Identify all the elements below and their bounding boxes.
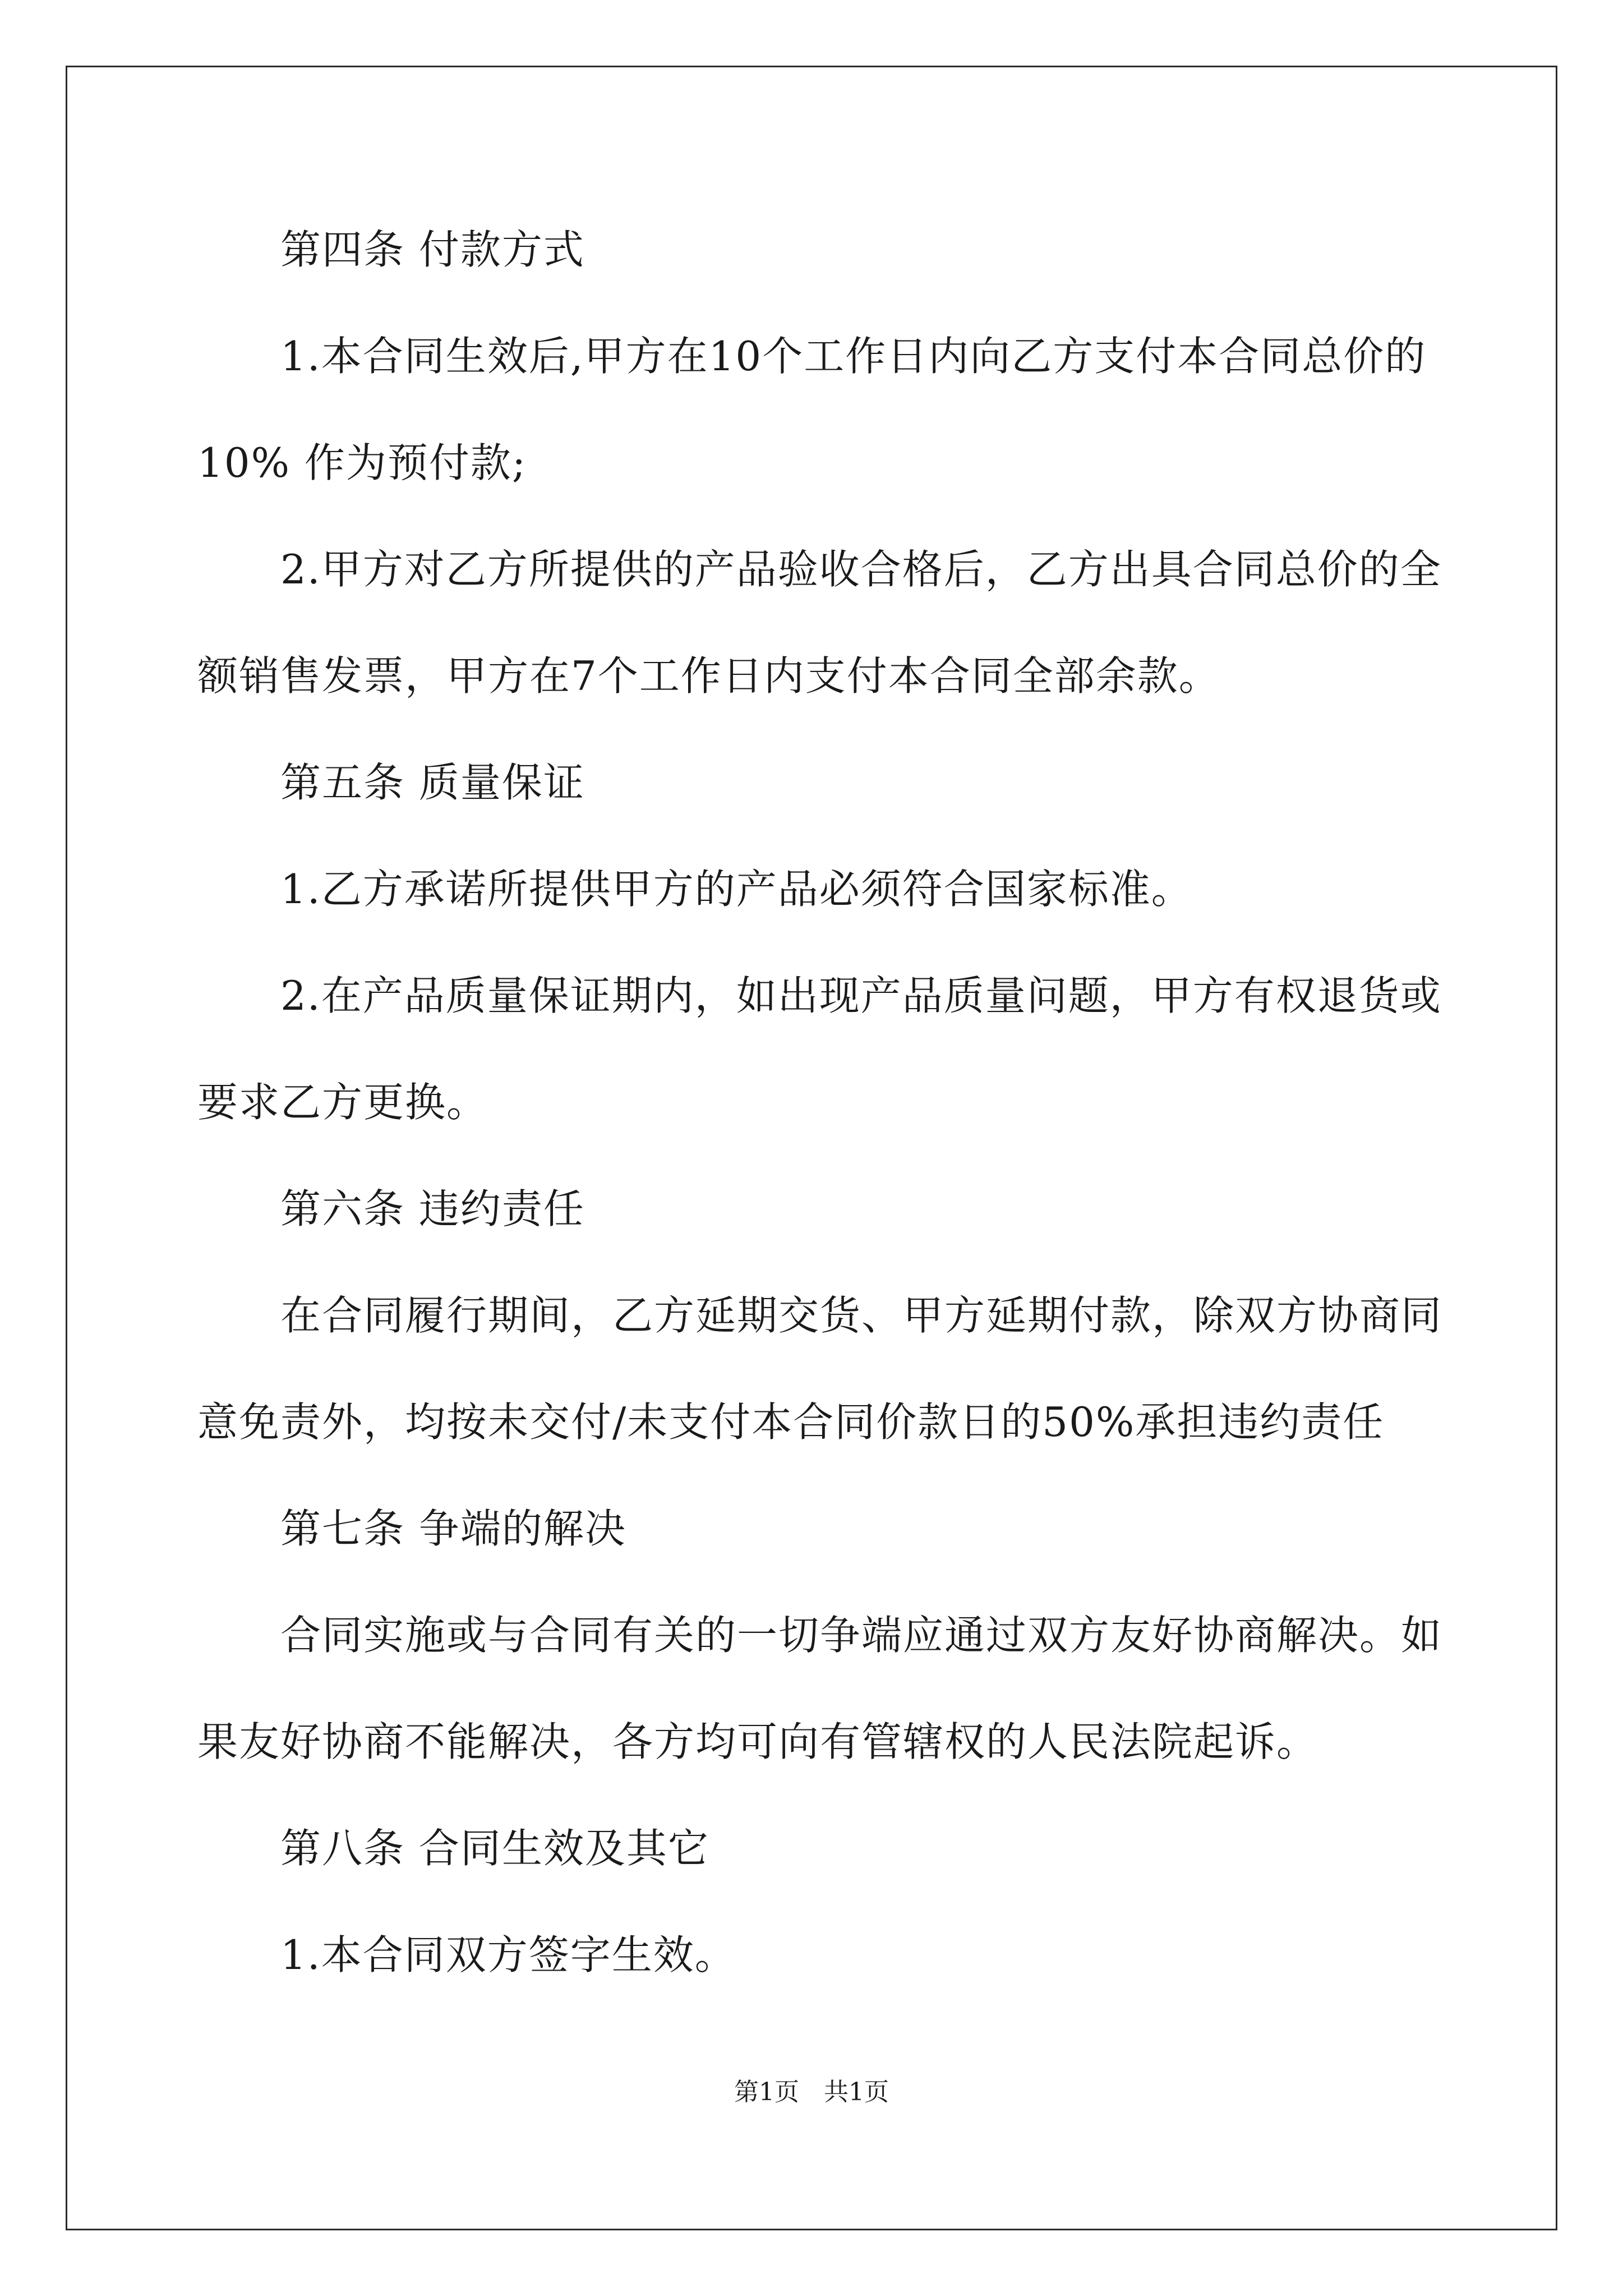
page-border — [66, 66, 1557, 2230]
paragraph-line: 1.本合同生效后,甲方在10个工作日内向乙方支付本合同总价的 — [280, 333, 1427, 380]
section-heading-6: 第六条 违约责任 — [280, 1185, 585, 1232]
section-heading-7: 第七条 争端的解决 — [280, 1505, 626, 1552]
paragraph-line: 在合同履行期间，乙方延期交货、甲方延期付款，除双方协商同 — [280, 1292, 1443, 1339]
section-heading-4: 第四条 付款方式 — [280, 226, 585, 273]
section-heading-8: 第八条 合同生效及其它 — [280, 1825, 709, 1872]
paragraph-line: 果友好协商不能解决，各方均可向有管辖权的人民法院起诉。 — [197, 1718, 1318, 1765]
paragraph-line: 2.甲方对乙方所提供的产品验收合格后，乙方出具合同总价的全 — [280, 546, 1442, 593]
paragraph-line: 10% 作为预付款; — [197, 439, 527, 486]
paragraph-line: 1.乙方承诺所提供甲方的产品必须符合国家标准。 — [280, 866, 1193, 913]
paragraph-line: 额销售发票，甲方在7个工作日内支付本合同全部余款。 — [197, 652, 1220, 700]
paragraph-line: 2.在产品质量保证期内，如出现产品质量问题，甲方有权退货或 — [280, 972, 1442, 1019]
section-heading-5: 第五条 质量保证 — [280, 759, 585, 806]
page-footer: 第1页 共1页 — [734, 2078, 889, 2106]
paragraph-line: 1.本合同双方签字生效。 — [280, 1931, 736, 1978]
paragraph-line: 意免责外，均按未交付/未支付本合同价款日的50%承担违约责任 — [197, 1398, 1385, 1446]
paragraph-line: 合同实施或与合同有关的一切争端应通过双方友好协商解决。如 — [280, 1612, 1443, 1659]
paragraph-line: 要求乙方更换。 — [197, 1079, 488, 1126]
